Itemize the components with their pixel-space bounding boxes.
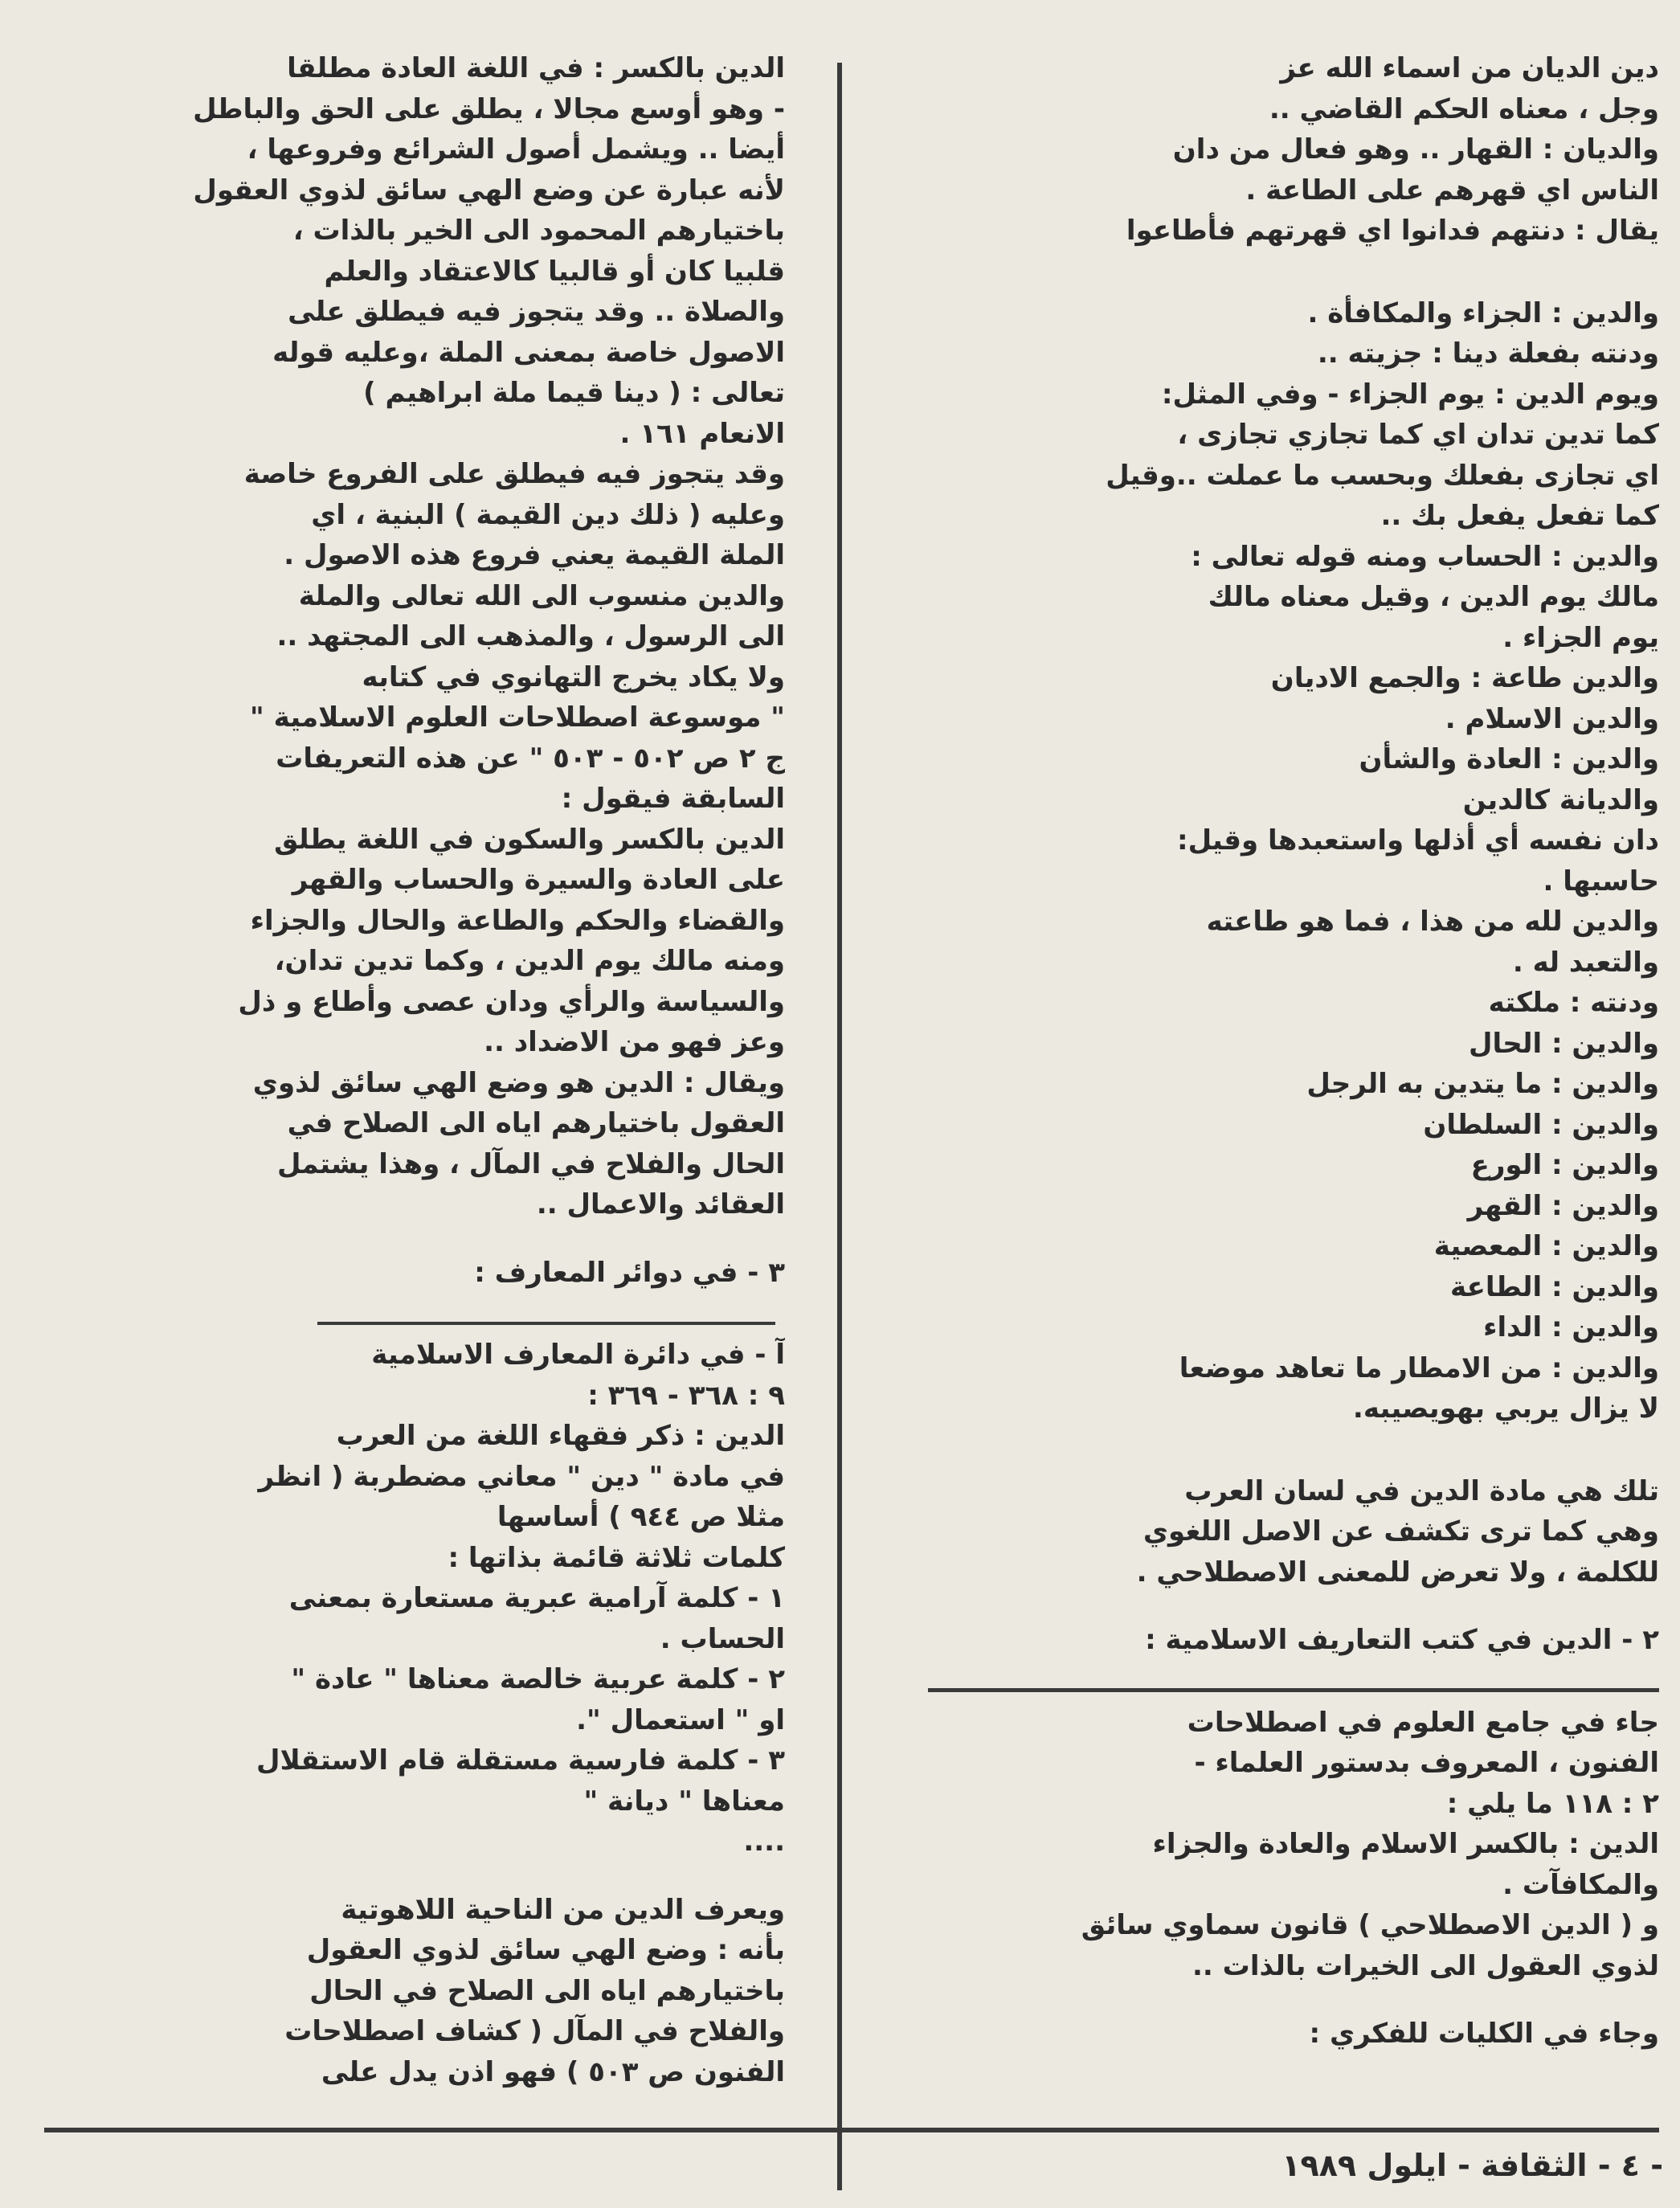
text-line: تلك هي مادة الدين في لسان العرب (1184, 1474, 1659, 1507)
text-line: الدين : ذكر فقهاء اللغة من العرب (336, 1420, 785, 1452)
text-line: والدين : من الامطار ما تعاهد موضعا (1179, 1351, 1659, 1384)
text-line: الاصول خاصة بمعنى الملة ،وعليه قوله (272, 336, 785, 369)
text-line: ودنته : ملكته (1488, 987, 1659, 1019)
text-line: كما تفعل يفعل بك .. (1380, 500, 1659, 532)
text-line: على العادة والسيرة والحساب والقهر (292, 864, 785, 896)
text-line: الحال والفلاح في المآل ، وهذا يشتمل (276, 1147, 785, 1180)
text-line: وعليه ( ذلك دين القيمة ) البنية ، اي (311, 498, 785, 531)
text-line: والديان : القهار .. وهو فعال من دان (1172, 133, 1659, 166)
text-line: والدين : العادة والشأن (1359, 743, 1659, 775)
column-divider (837, 63, 842, 2190)
text-line: والصلاة .. وقد يتجوز فيه فيطلق على (288, 296, 785, 328)
text-line: يوم الجزاء . (1502, 621, 1659, 654)
text-line: ٢ : ١١٨ ما يلي : (1446, 1787, 1659, 1820)
text-line: والمكافآت . (1502, 1868, 1659, 1901)
text-line: باختيارهم المحمود الى الخير بالذات ، (292, 215, 785, 247)
text-line: وعز فهو من الاضداد .. (484, 1026, 785, 1058)
text-line: ج ٢ ص ٥٠٢ - ٥٠٣ " عن هذه التعريفات (276, 742, 785, 775)
text-line: ولا يكاد يخرج التهانوي في كتابه (362, 660, 785, 693)
text-line: باختيارهم اياه الى الصلاح في الحال (309, 1974, 785, 2007)
text-line: والدين لله من هذا ، فما هو طاعته (1206, 906, 1659, 938)
text-line: لأنه عبارة عن وضع الهي سائق لذوي العقول (193, 174, 785, 206)
text-line: وجل ، معناه الحكم القاضي .. (1269, 92, 1659, 125)
text-line: والدين : السلطان (1423, 1108, 1659, 1141)
text-line: العقائد والاعمال .. (536, 1188, 785, 1221)
text-line: و ( الدين الاصطلاحي ) قانون سماوي سائق (1081, 1909, 1659, 1941)
text-line: العقول باختيارهم اياه الى الصلاح في (287, 1107, 785, 1139)
text-line: يقال : دنتهم فدانوا اي قهرتهم فأطاعوا (1126, 215, 1659, 247)
text-line: ٣ - كلمة فارسية مستقلة قام الاستقلال (255, 1744, 785, 1777)
right-text-column (924, 48, 1659, 2055)
text-line: للكلمة ، ولا تعرض للمعنى الاصطلاحي . (1136, 1556, 1659, 1589)
text-line: ودنته بفعلة دينا : جزيته .. (1317, 337, 1659, 370)
text-line: الفنون ص ٥٠٣ ) فهو اذن يدل على (321, 2055, 785, 2088)
text-line: في مادة " دين " معاني مضطربة ( انظر (258, 1460, 785, 1493)
text-line: والدين : الحال (1468, 1027, 1659, 1060)
text-line: والدين : ما يتدين به الرجل (1306, 1068, 1659, 1100)
page-footer: - ٤ - الثقافة - ايلول ١٩٨٩ (1281, 2148, 1663, 2183)
text-line: والتعبد له . (1512, 946, 1659, 979)
footer-rule (44, 2128, 1659, 2132)
text-line: ويوم الدين : يوم الجزاء - وفي المثل: (1161, 378, 1659, 411)
section-heading: ٢ - الدين في كتب التعاريف الاسلامية : (1145, 1624, 1659, 1656)
text-line: ويقال : الدين هو وضع الهي سائق لذوي (252, 1066, 785, 1099)
text-line: دان نفسه أي أذلها واستعبدها وقيل: (1176, 824, 1659, 857)
text-line: الدين بالكسر : في اللغة العادة مطلقا (287, 52, 785, 84)
text-line: والدين : المعصية (1433, 1230, 1659, 1262)
text-line: ٢ - كلمة عربية خالصة معناها " عادة " (291, 1663, 785, 1695)
text-line: والدين الاسلام . (1445, 702, 1659, 735)
text-line: والسياسة والرأي ودان عصى وأطاع و ذل (238, 985, 785, 1018)
text-line: والقضاء والحكم والطاعة والحال والجزاء (250, 904, 785, 937)
text-line: ويعرف الدين من الناحية اللاهوتية (341, 1893, 785, 1926)
text-line: الحساب . (660, 1622, 785, 1655)
text-line: اي تجازى بفعلك وبحسب ما عملت ..وقيل (1106, 459, 1659, 492)
text-line: الدين بالكسر والسكون في اللغة يطلق (274, 823, 785, 856)
text-line: والدين : الطاعة (1450, 1270, 1659, 1303)
text-line: والفلاح في المآل ( كشاف اصطلاحات (284, 2015, 785, 2047)
text-line: كما تدين تدان اي كما تجازي تجازى ، (1177, 419, 1659, 451)
text-line: والدين : الجزاء والمكافأة . (1307, 296, 1659, 329)
text-line: والدين طاعة : والجمع الاديان (1270, 662, 1659, 694)
text-line: مثلا ص ٩٤٤ ) أساسها (497, 1501, 785, 1533)
text-line: الفنون ، المعروف بدستور العلماء - (1194, 1747, 1659, 1779)
text-line: .... (743, 1826, 785, 1858)
text-line: كلمات ثلاثة قائمة بذاتها : (448, 1541, 785, 1574)
text-line: دين الديان من اسماء الله عز (1280, 52, 1659, 84)
text-line: الدين : بالكسر الاسلام والعادة والجزاء (1152, 1828, 1659, 1860)
text-line: والدين : الداء (1483, 1311, 1659, 1343)
text-line: او " استعمال ". (576, 1703, 785, 1736)
text-line: مالك يوم الدين ، وقيل معناه مالك (1208, 581, 1659, 613)
text-line: تعالى : ( دينا قيما ملة ابراهيم ) (363, 377, 785, 409)
text-line: وهي كما ترى تكشف عن الاصل اللغوي (1142, 1515, 1659, 1548)
text-line: معناها " ديانة " (583, 1785, 785, 1818)
text-line: والدين : القهر (1467, 1189, 1659, 1222)
text-line: وجاء في الكليات للفكري : (1309, 2018, 1659, 2050)
text-line: جاء في جامع العلوم في اصطلاحات (1187, 1706, 1659, 1739)
text-line: بأنه : وضع الهي سائق لذوي العقول (306, 1934, 785, 1966)
text-line: آ - في دائرة المعارف الاسلامية (371, 1339, 785, 1371)
text-line: وقد يتجوز فيه فيطلق على الفروع خاصة (243, 458, 785, 490)
text-line: قلبيا كان أو قالبيا كالاعتقاد والعلم (324, 255, 785, 288)
text-line: ٩ : ٣٦٨ - ٣٦٩ : (587, 1379, 785, 1412)
text-line: الملة القيمة يعني فروع هذه الاصول . (284, 539, 785, 571)
text-line: لا يزال يربي بهويصيبه. (1352, 1392, 1659, 1425)
text-line: - وهو أوسع مجالا ، يطلق على الحق والباطل (193, 92, 785, 125)
text-line: الى الرسول ، والمذهب الى المجتهد .. (276, 620, 785, 652)
section-rule (317, 1322, 775, 1325)
text-line: والدين : الحساب ومنه قوله تعالى : (1191, 540, 1659, 573)
text-line: أيضا .. ويشمل أصول الشرائع وفروعها ، (247, 133, 785, 166)
text-line: " موسوعة اصطلاحات العلوم الاسلامية " (250, 701, 785, 734)
text-line: لذوي العقول الى الخيرات بالذات .. (1192, 1949, 1659, 1982)
left-text-column (34, 48, 785, 2092)
text-line: ١ - كلمة آرامية عبرية مستعارة بمعنى (288, 1582, 785, 1614)
text-line: حاسبها . (1543, 865, 1659, 898)
section-rule (928, 1688, 1659, 1692)
text-line: والدين منسوب الى الله تعالى والملة (298, 579, 785, 612)
section-heading: ٣ - في دوائر المعارف : (474, 1256, 785, 1289)
text-line: ومنه مالك يوم الدين ، وكما تدين تدان، (274, 945, 785, 977)
text-line: والديانة كالدين (1462, 783, 1659, 816)
text-line: السابقة فيقول : (561, 783, 785, 815)
text-line: الناس اي قهرهم على الطاعة . (1245, 174, 1659, 206)
text-line: الانعام ١٦١ . (619, 417, 785, 450)
text-line: والدين : الورع (1470, 1149, 1659, 1181)
